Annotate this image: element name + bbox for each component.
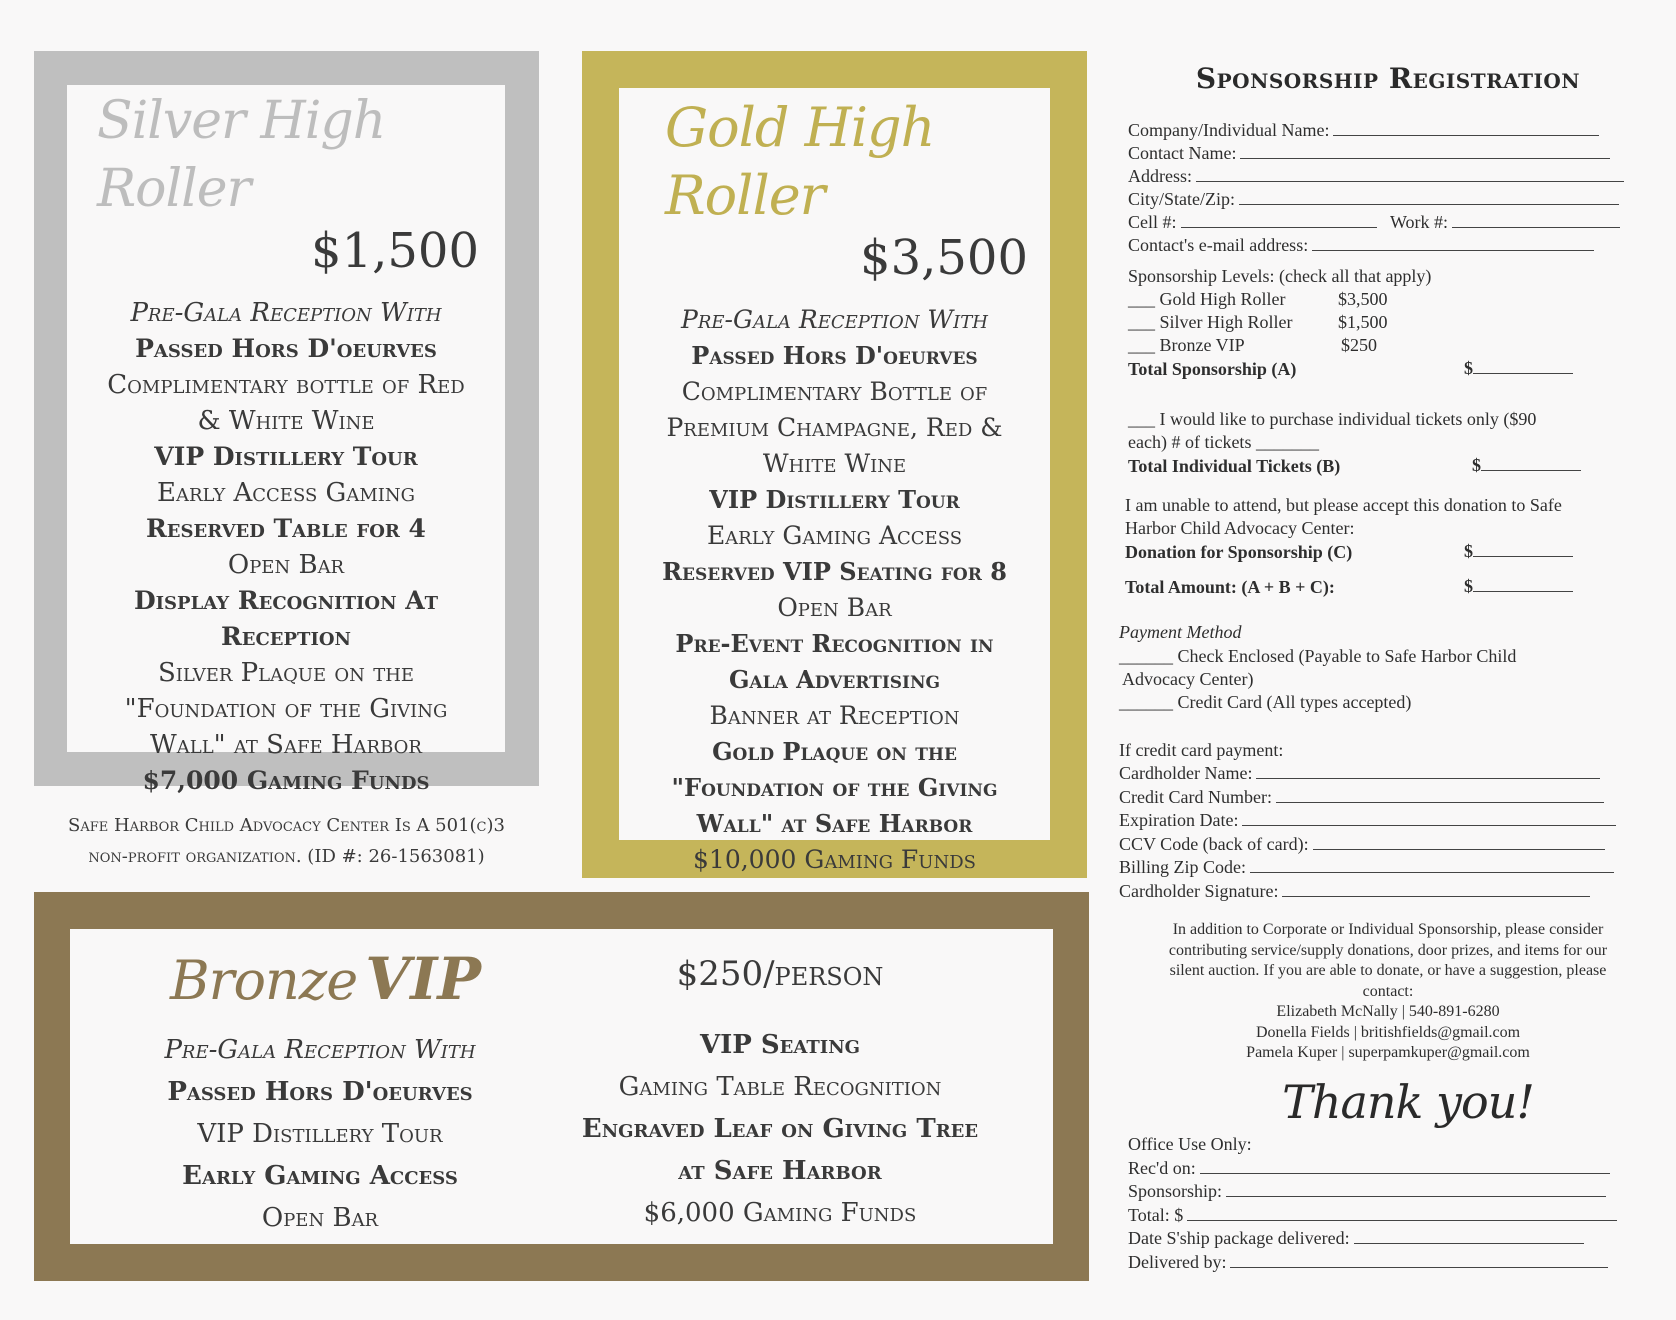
payment-check-option: Advocacy Center) bbox=[1122, 669, 1254, 689]
delivered-date-field[interactable] bbox=[1128, 1227, 1584, 1249]
field-label: CCV Code (back of card): bbox=[1119, 834, 1309, 854]
benefit-item: Wall" at Safe Harbor bbox=[150, 730, 422, 760]
benefit-item: Banner at Reception bbox=[709, 701, 960, 730]
field-label: Billing Zip Code: bbox=[1119, 857, 1247, 877]
office-use-heading: Office Use Only: bbox=[1128, 1134, 1252, 1154]
benefit-item: Complimentary bottle of Red bbox=[107, 370, 465, 400]
work-field[interactable] bbox=[1390, 211, 1620, 233]
benefit-item: Pre-Event Recognition in bbox=[675, 629, 994, 658]
additional-donations-note bbox=[1118, 920, 1658, 1064]
benefit-item: "Foundation of the Giving bbox=[671, 773, 998, 802]
benefit-item: Wall" at Safe Harbor bbox=[696, 809, 973, 838]
delivered-by-field[interactable] bbox=[1128, 1251, 1608, 1273]
level-bronze-price: $250 bbox=[1341, 335, 1377, 355]
silver-benefits-list bbox=[67, 295, 505, 799]
benefit-item: Pre-Gala Reception With bbox=[130, 298, 442, 328]
field-label: Address: bbox=[1128, 166, 1192, 186]
benefit-item: "Foundation of the Giving bbox=[124, 694, 448, 724]
silver-card-content bbox=[67, 85, 505, 795]
benefit-item: Open Bar bbox=[261, 1203, 379, 1233]
benefit-item: Open Bar bbox=[777, 593, 892, 622]
benefit-item: Silver Plaque on the bbox=[157, 658, 415, 688]
gold-title: Gold High Roller bbox=[665, 96, 935, 227]
benefit-item: Pre-Gala Reception With bbox=[681, 305, 988, 334]
total-sponsorship-label: Total Sponsorship (A) bbox=[1128, 359, 1297, 379]
total-tickets-amount[interactable]: $ bbox=[1472, 455, 1581, 476]
field-label: Expiration Date: bbox=[1119, 810, 1239, 830]
note-line: In addition to Corporate or Individual Sponsorship, please consider bbox=[1172, 921, 1604, 938]
ccv-field[interactable] bbox=[1119, 833, 1605, 855]
tickets-line[interactable]: each) # of tickets _______ bbox=[1128, 432, 1319, 452]
benefit-item: VIP Distillery Tour bbox=[154, 442, 418, 471]
benefit-item: Gaming Table Recognition bbox=[618, 1072, 942, 1102]
benefit-item: Passed Hors D'oeurves bbox=[135, 334, 437, 363]
field-label: Total: $ bbox=[1128, 1205, 1184, 1225]
benefit-item: Gold Plaque on the bbox=[712, 737, 957, 766]
address-field[interactable] bbox=[1128, 165, 1624, 187]
cell-field[interactable] bbox=[1128, 211, 1377, 233]
benefit-item: Reserved Table for 4 bbox=[146, 514, 426, 543]
benefit-item: Early Access Gaming bbox=[157, 478, 415, 508]
field-label: Cell #: bbox=[1128, 212, 1177, 232]
field-label: Rec'd on: bbox=[1128, 1158, 1196, 1178]
bronze-vip-card bbox=[34, 892, 1089, 1281]
level-gold-checkbox[interactable]: ___ Gold High Roller bbox=[1128, 289, 1286, 309]
benefit-item: $10,000 Gaming Funds bbox=[693, 845, 976, 874]
field-label: Contact Name: bbox=[1128, 143, 1237, 163]
bronze-left-benefits bbox=[100, 1029, 540, 1239]
level-silver-price: $1,500 bbox=[1338, 312, 1388, 332]
silver-title: Silver High Roller bbox=[97, 91, 386, 219]
benefit-item: VIP Seating bbox=[699, 1030, 861, 1060]
field-label: Cardholder Signature: bbox=[1119, 881, 1279, 901]
total-amount-value[interactable]: $ bbox=[1464, 576, 1573, 597]
field-label: Company/Individual Name: bbox=[1128, 120, 1330, 140]
office-total-field[interactable] bbox=[1128, 1204, 1617, 1226]
email-field[interactable] bbox=[1128, 234, 1594, 256]
field-label: Delivered by: bbox=[1128, 1252, 1227, 1272]
donation-label: Donation for Sponsorship (C) bbox=[1125, 542, 1353, 562]
field-label: Contact's e-mail address: bbox=[1128, 235, 1309, 255]
benefit-item: & White Wine bbox=[197, 406, 375, 436]
gold-card-content bbox=[619, 88, 1050, 874]
office-sponsorship-field[interactable] bbox=[1128, 1180, 1606, 1202]
billing-zip-field[interactable] bbox=[1119, 856, 1614, 878]
gold-high-roller-card bbox=[582, 51, 1087, 878]
benefit-item: Passed Hors D'oeurves bbox=[167, 1077, 473, 1107]
bronze-price: $250/person bbox=[676, 954, 884, 994]
benefit-item: VIP Distillery Tour bbox=[709, 485, 960, 514]
benefit-item: at Safe Harbor bbox=[678, 1156, 882, 1186]
donation-text: Harbor Child Advocacy Center: bbox=[1125, 518, 1355, 538]
recd-on-field[interactable] bbox=[1128, 1157, 1610, 1179]
form-title: Sponsorship Registration bbox=[1195, 62, 1581, 95]
nonprofit-line: non-profit organization. (ID #: 26-1563081) bbox=[88, 846, 485, 867]
donation-text: I am unable to attend, but please accept this donation to Safe bbox=[1125, 495, 1562, 515]
field-label: Credit Card Number: bbox=[1119, 787, 1272, 807]
gold-benefits-list bbox=[619, 302, 1050, 878]
donation-amount[interactable]: $ bbox=[1464, 541, 1573, 562]
benefit-item: White Wine bbox=[762, 449, 907, 478]
field-label: City/State/Zip: bbox=[1128, 189, 1235, 209]
note-line: silent auction. If you are able to donate, or have a suggestion, please bbox=[1169, 962, 1607, 979]
field-label: Sponsorship: bbox=[1128, 1181, 1223, 1201]
cardholder-name-field[interactable] bbox=[1119, 762, 1600, 784]
benefit-item: VIP Distillery Tour bbox=[197, 1119, 443, 1149]
signature-field[interactable] bbox=[1119, 880, 1590, 902]
nonprofit-line: Safe Harbor Child Advocacy Center Is A 501(c)3 bbox=[68, 815, 505, 836]
city-state-zip-field[interactable] bbox=[1128, 188, 1619, 210]
expiration-field[interactable] bbox=[1119, 809, 1616, 831]
benefit-item: Pre-Gala Reception With bbox=[164, 1035, 476, 1065]
total-amount-label: Total Amount: (A + B + C): bbox=[1125, 577, 1335, 597]
payment-heading: Payment Method bbox=[1119, 622, 1242, 642]
bronze-title bbox=[170, 945, 500, 1013]
gold-price: $3,500 bbox=[860, 230, 1028, 286]
total-tickets-label: Total Individual Tickets (B) bbox=[1128, 456, 1341, 476]
bronze-right-benefits bbox=[540, 1024, 1020, 1234]
benefit-item: Engraved Leaf on Giving Tree bbox=[581, 1114, 979, 1144]
level-gold-price: $3,500 bbox=[1338, 289, 1388, 309]
thank-you-script: Thank you! bbox=[1282, 1075, 1534, 1129]
benefit-item: $6,000 Gaming Funds bbox=[643, 1198, 917, 1228]
bronze-title-script: Bronze bbox=[170, 949, 358, 1012]
benefit-item: Early Gaming Access bbox=[182, 1161, 458, 1191]
field-label: Cardholder Name: bbox=[1119, 763, 1253, 783]
benefit-item: Complimentary Bottle of bbox=[681, 377, 988, 406]
levels-heading: Sponsorship Levels: (check all that apply) bbox=[1128, 266, 1432, 286]
note-line: contact: bbox=[1362, 982, 1414, 1000]
payment-check-option[interactable]: ______ Check Enclosed (Payable to Safe Harbor Child bbox=[1119, 646, 1517, 666]
field-label: Date S'ship package delivered: bbox=[1128, 1228, 1350, 1248]
benefit-item: $7,000 Gaming Funds bbox=[142, 766, 430, 795]
level-bronze-checkbox[interactable]: ___ Bronze VIP bbox=[1128, 335, 1245, 355]
benefit-item: Premium Champagne, Red & bbox=[666, 413, 1003, 442]
silver-price: $1,500 bbox=[311, 223, 479, 279]
benefit-item: Passed Hors D'oeurves bbox=[691, 341, 978, 370]
benefit-item: Reception bbox=[220, 622, 352, 651]
benefit-item: Display Recognition At bbox=[133, 586, 439, 615]
silver-high-roller-card bbox=[34, 51, 539, 795]
total-sponsorship-amount[interactable]: $ bbox=[1464, 358, 1573, 379]
tickets-line[interactable]: ___ I would like to purchase individual tickets only ($90 bbox=[1128, 409, 1537, 429]
nonprofit-statement bbox=[34, 810, 539, 872]
benefit-item: Open Bar bbox=[227, 550, 345, 580]
contact-line: Donella Fields | britishfields@gmail.com bbox=[1255, 1023, 1521, 1041]
note-line: contributing service/supply donations, door prizes, and items for our bbox=[1168, 941, 1608, 959]
benefit-item: Gala Advertising bbox=[728, 665, 941, 694]
bronze-title-vip: VIP bbox=[365, 945, 481, 1013]
bronze-card-content bbox=[70, 929, 1053, 1244]
card-number-field[interactable] bbox=[1119, 786, 1604, 808]
contact-line: Elizabeth McNally | 540-891-6280 bbox=[1276, 1003, 1500, 1020]
company-name-field[interactable] bbox=[1128, 119, 1599, 141]
contact-line: Pamela Kuper | superpamkuper@gmail.com bbox=[1246, 1044, 1530, 1061]
contact-name-field[interactable] bbox=[1128, 142, 1610, 164]
level-silver-checkbox[interactable]: ___ Silver High Roller bbox=[1128, 312, 1293, 332]
benefit-item: Reserved VIP Seating for 8 bbox=[662, 557, 1007, 586]
benefit-item: Early Gaming Access bbox=[706, 521, 963, 550]
field-label: Work #: bbox=[1390, 212, 1449, 232]
cc-heading: If credit card payment: bbox=[1119, 740, 1284, 760]
payment-credit-option[interactable]: ______ Credit Card (All types accepted) bbox=[1119, 692, 1412, 712]
